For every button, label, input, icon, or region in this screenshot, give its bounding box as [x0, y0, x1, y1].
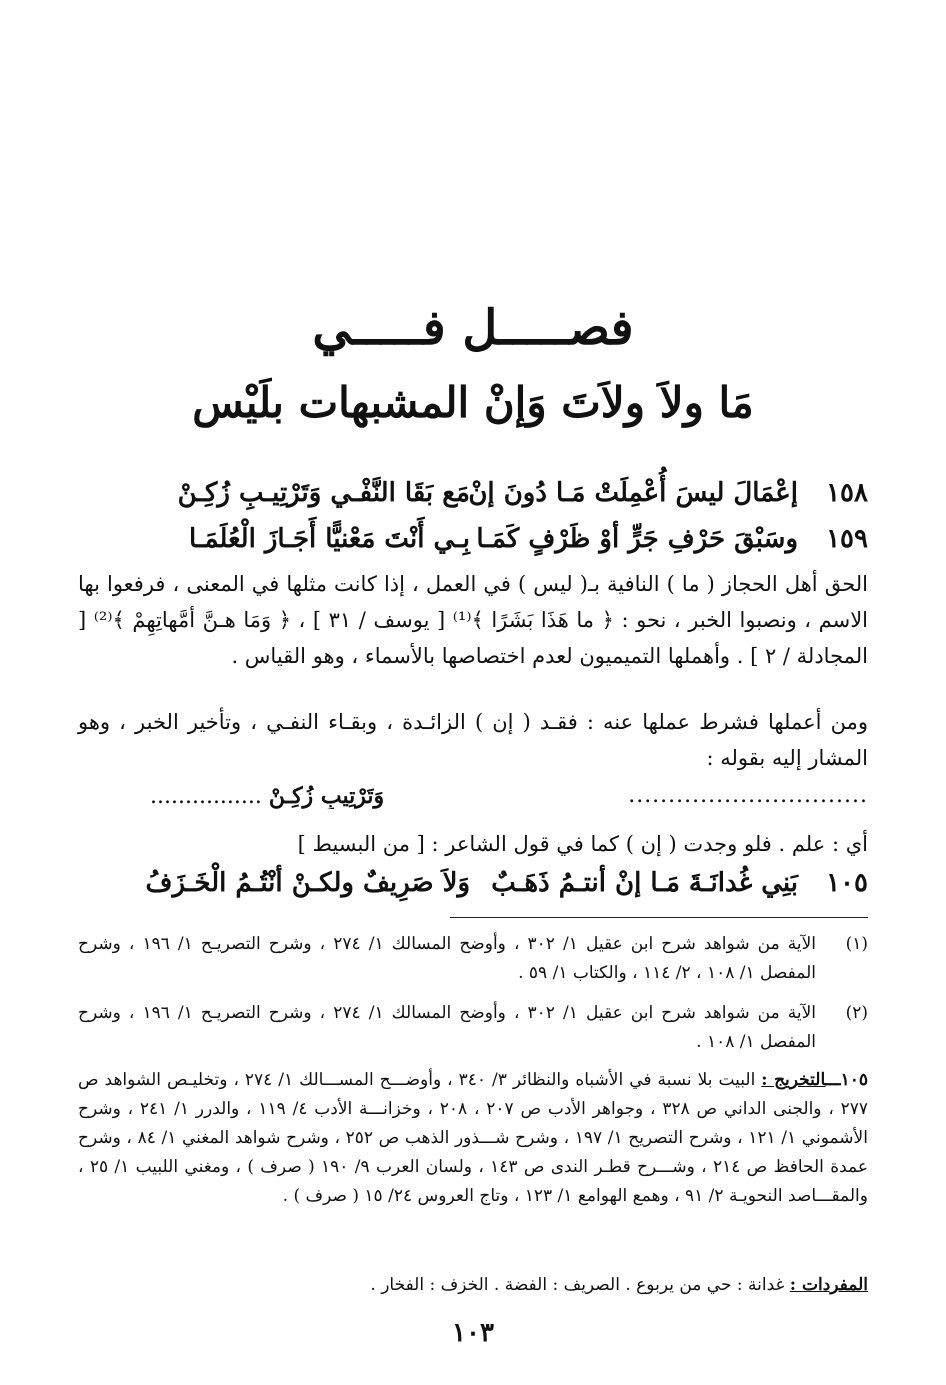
takhrij-label: التخريج :: [761, 1070, 826, 1090]
verse-second-hemistich: مَع بَقَا النَّفْـي وَتَرْتِيـبِ زُكِـنْ: [177, 478, 470, 508]
footnote-divider: [450, 917, 868, 918]
footnote-text: الآية من شواهد شرح ابن عقيل ١/ ٣٠٢ ، وأوضح المسالك ١/ ٢٧٤ ، وشرح التصريـح ١/ ١٩٦ ، وشرح المفصل ١/ ١٠٨ .: [78, 1003, 817, 1052]
verse-first-hemistich: وسَبْقَ حَرْفِ جَرٍّ أوْ ظَرْفٍ كَمَـا: [476, 524, 798, 554]
footnote-text: الآية من شواهد شرح ابن عقيل ١/ ٣٠٢ ، وأوضح المسالك ١/ ٢٧٤ ، وشرح التصريـح ١/ ١٩٦ ، وشرح المفصل ١/ ١٠٨ ، ٢/ ١١٤ ، والكتاب ١/ ٥٩ .: [78, 934, 817, 983]
verse-number: ١٥٨: [826, 478, 868, 508]
explanation-line: أي : علم . فلو وجدت ( إن ) كما في قول الشاعر : [ من البسيط ]: [297, 832, 868, 856]
commentary-paragraph-1: الحق أهل الحجاز ( ما ) النافية بـ( ليس ) في العمل ، إذا كانت مثلها في المعنى ، فرفعوا بها الاسم ، ونصبوا الخبر ، نحو : ﴿ ما هَذَا بَشَرًا ﴾⁽¹⁾ [ يوسف / ٣١ ] ، ﴿ وَمَا هـنَّ أمَّهاتِهِمْ ﴾⁽²⁾ [ المجادلة / ٢ ] . وأهملها التميميون لعدم اختصاصها بالأسماء ، وهو القياس .: [78, 572, 869, 668]
takhrij-note: [78, 1066, 868, 1211]
footnote-number: (٢): [845, 1003, 868, 1023]
page-number: ١٠٣: [452, 1318, 494, 1348]
verse-first-hemistich: إعْمَالَ ليسَ أُعْمِلَتْ مَـا دُونَ إنْ: [468, 478, 798, 508]
takhrij-text: البيت بلا نسبة في الأشباه والنظائر ٣/ ٣٤٠ ، وأوضـــح المســـالك ١/ ٢٧٤ ، وتخليـص الشواهد ص ٢٧٧ ، والجنى الداني ص ٣٢٨ ، وجواهر الأدب ص ٢٠٧ ، ٢٠٨ ، وخزانـــة الأدب ٤/ ١١٩ ، والدرر ١/ ٢٤١ ، وشرح الأشموني ١/ ١٢١ ، وشرح التصريح ١/ ١٩٧ ، وشرح شـــذور الذهب ص ٢٥٢ ، وشرح شواهد المغني ١/ ٨٤ ، وشرح عمدة الحافظ ص ٢١٤ ، وشـــرح قطـر الندى ص ١٤٣ ، ولسان العرب ٩/ ١٩٠ ( صرف ) ، ومغني اللبيب ١/ ٢٥ ، والمقـــاصد النحويـة ٢/ ٩١ ، وهمع الهوامع ١/ ١٢٣ ، وتاج العروس ٢٤/ ١٥ ( صرف ) .: [78, 1070, 869, 1206]
quoted-verse: [150, 783, 868, 817]
verse-first-hemistich: بَنِي غُدانَـةَ مَـا إنْ أنتـمُ ذَهَـبٌ: [491, 868, 798, 898]
footnote-2: [78, 999, 868, 1057]
vocabulary-label: المفردات :: [789, 1275, 868, 1295]
verse-159: [140, 524, 868, 568]
verse-second-hemistich: وَلاَ صَرِيفٌ ولكـنْ أنْتُـمُ الْخَـزَفُ: [145, 868, 470, 898]
footnote-1: [78, 930, 868, 988]
vocabulary-text: غدانة : حي من يربوع . الصريف : الفضة . الخزف : الفخار .: [370, 1275, 785, 1295]
verse-number: ١٥٩: [826, 524, 868, 554]
vocabulary-note: [78, 1271, 868, 1300]
quoted-verse-dots: ..............................: [628, 783, 868, 808]
footnote-number: (١): [845, 934, 868, 954]
commentary-paragraph-2: ومن أعملها فشرط عملها عنه : فقـد ( إن ) الزائـدة ، وبقـاء النفـي ، وتأخير الخبر ، وهو المشار إليه بقوله :: [78, 710, 868, 770]
chapter-title: فصـــــل فـــــي: [312, 300, 634, 356]
takhrij-number: ١٠٥ـــ: [825, 1070, 868, 1090]
verse-number: ١٠٥: [826, 868, 868, 898]
quoted-verse-fragment: وَتَرْتِيبِ زُكِـنْ ................: [150, 783, 385, 809]
verse-second-hemistich: بِـي أَنْتَ مَعْنيًّا أَجَـازَ الْعُلَمَـا: [188, 524, 470, 554]
verse-158: [140, 478, 868, 522]
shahid-verse: [140, 868, 868, 912]
chapter-subtitle: مَا ولاَ ولاَتَ وَإنْ المشبهات بلَيْس: [192, 378, 754, 427]
